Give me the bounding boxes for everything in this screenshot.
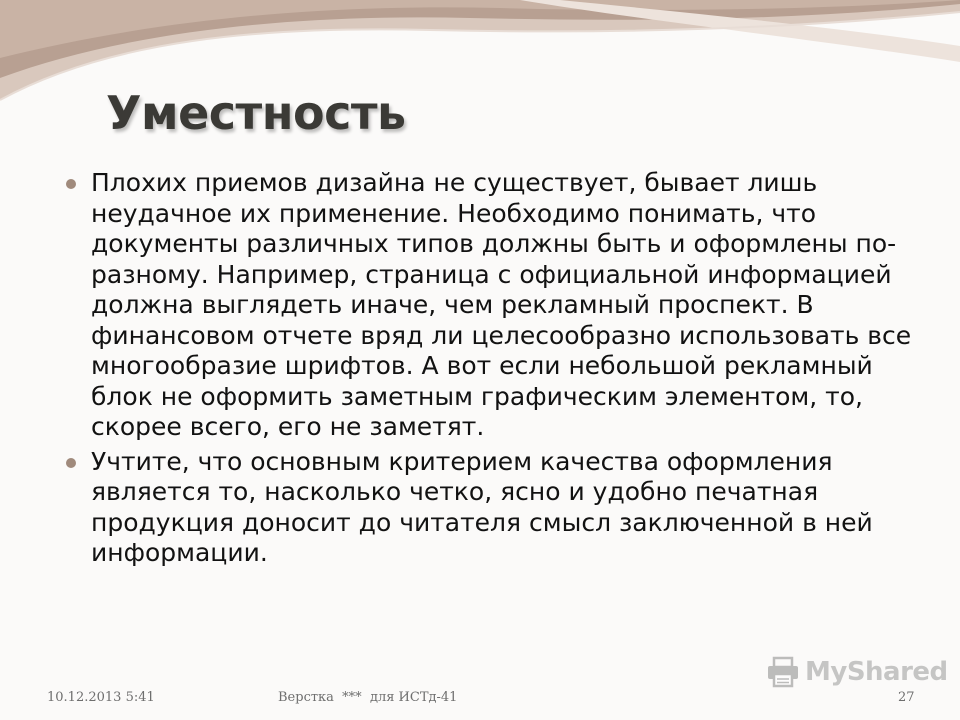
bullet-dot-icon [66, 179, 76, 189]
watermark-text: MyShared [805, 657, 948, 687]
slide-title: Уместность [106, 86, 406, 140]
footer-title: Верстка *** для ИСТд-41 [278, 690, 458, 705]
bullet-dot-icon [66, 458, 76, 468]
bullet-item [66, 447, 916, 569]
printer-icon [766, 656, 800, 688]
bullet-text: Учтите, что основным критерием качества оформления является то, насколько четко, ясно и удобно печатная продукция доносит до читателя смысл заключенной в ней информации. [91, 446, 873, 567]
bullet-text: Плохих приемов дизайна не существует, бывает лишь неудачное их применение. Необходимо понимать, что документы различных типов должны быть и оформлены по-разному. Например, страница с официальной информацией должна выглядеть иначе, чем рекламный проспект. В финансовом отчете вряд ли целесообразно использовать все многообразие шрифтов. А вот если небольшой рекламный блок не оформить заметным графическим элементом, то, скорее всего, его не заметят. [91, 168, 912, 441]
bullet-list [66, 168, 916, 573]
bullet-item [66, 168, 916, 443]
myshared-watermark [766, 656, 948, 688]
footer-date: 10.12.2013 5:41 [47, 690, 155, 705]
page-number: 27 [898, 690, 915, 705]
